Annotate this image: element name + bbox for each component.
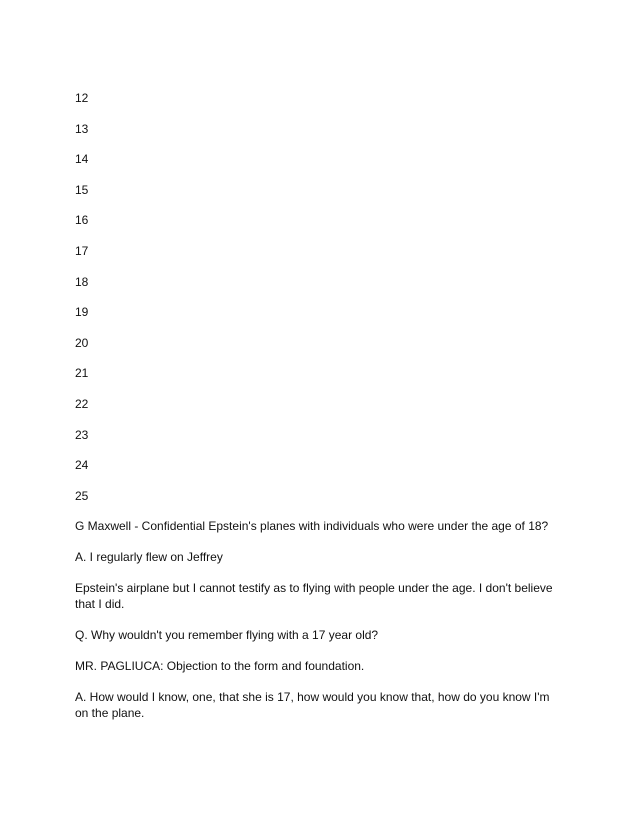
answer-paragraph: A. How would I know, one, that she is 17, how would you know that, how do you know I'm on the plane. <box>75 690 550 720</box>
line-number: 22 <box>75 396 89 411</box>
objection-paragraph: MR. PAGLIUCA: Objection to the form and foundation. <box>75 659 365 673</box>
line-number: 14 <box>75 152 89 167</box>
line-number: 12 <box>75 91 89 105</box>
transcript-body <box>75 518 565 736</box>
line-number: 25 <box>75 488 89 503</box>
line-number: 19 <box>75 305 89 320</box>
line-number: 16 <box>75 213 89 228</box>
line-number: 21 <box>75 366 89 381</box>
line-number: 24 <box>75 458 89 473</box>
line-number: 20 <box>75 335 89 350</box>
line-number: 17 <box>75 243 89 258</box>
line-number: 13 <box>75 121 89 136</box>
line-number: 23 <box>75 427 89 442</box>
line-number-column <box>75 90 88 518</box>
answer-paragraph: A. I regularly flew on Jeffrey <box>75 550 223 564</box>
answer-continuation: Epstein's airplane but I cannot testify as to flying with people under the age. I don't believe that I did. <box>75 581 553 611</box>
line-number: 18 <box>75 274 89 289</box>
question-paragraph: Q. Why wouldn't you remember flying with a 17 year old? <box>75 628 379 642</box>
line-number: 15 <box>75 182 89 197</box>
transcript-header-question: G Maxwell - Confidential Epstein's planes with individuals who were under the age of 18? <box>75 519 549 533</box>
